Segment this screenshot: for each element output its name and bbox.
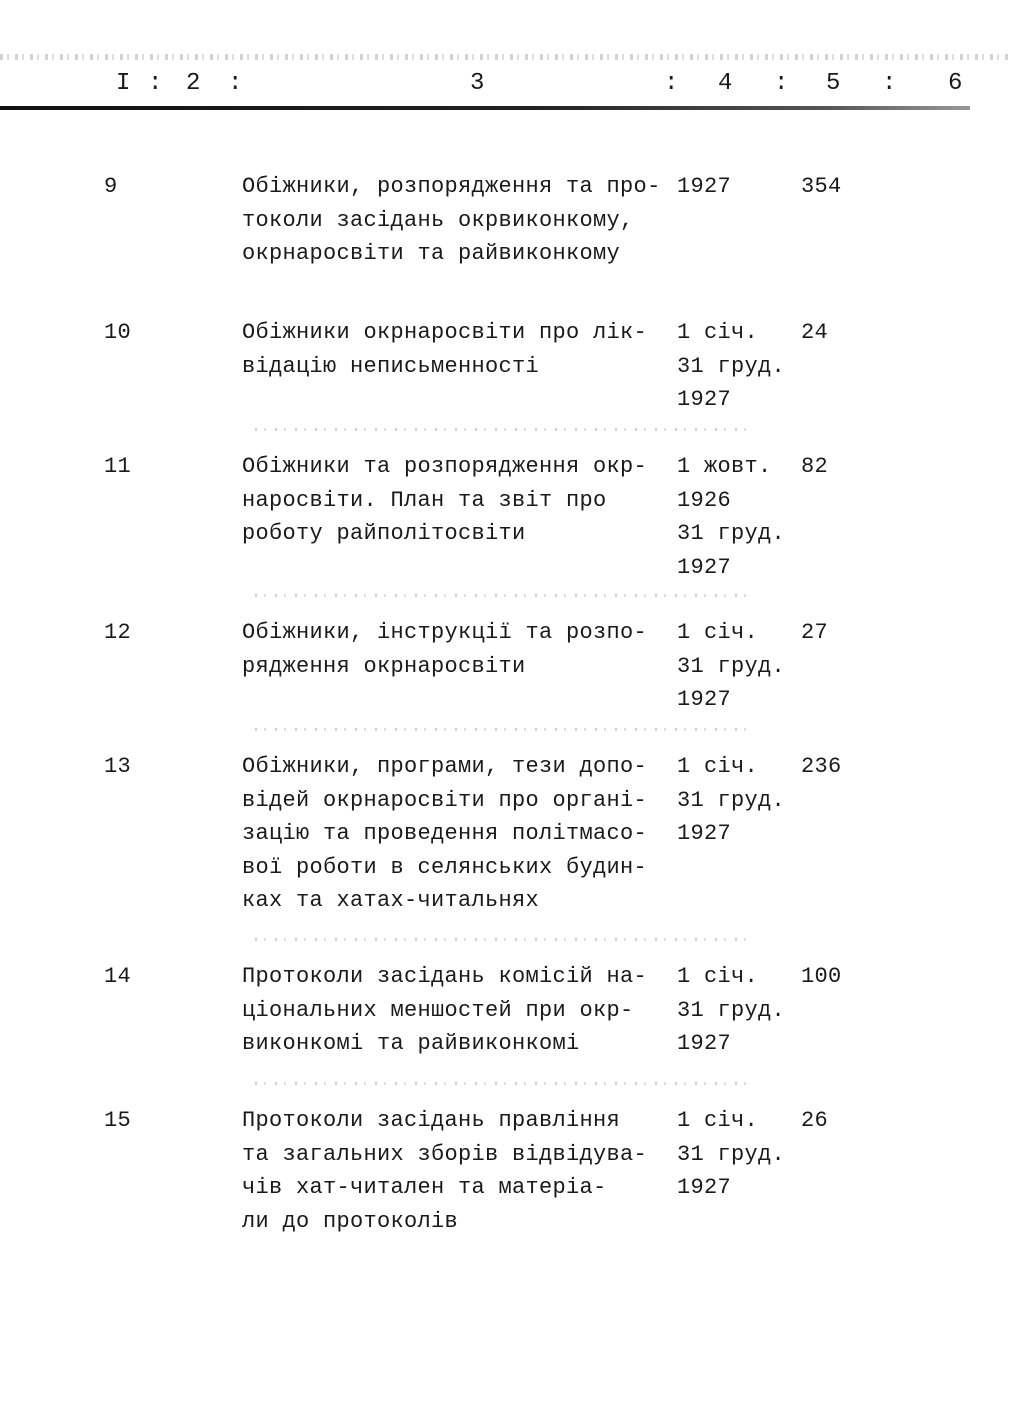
item-number: 15 (104, 1108, 132, 1133)
item-title: Обіжники, програми, тези допо- відей окрнаросвіти про органі- зацію та проведення політмасо- вої роботи в селянських будин- ках та хатах-читальнях (242, 754, 648, 913)
row-separator (255, 728, 755, 731)
header-col-2: 2 (186, 70, 201, 97)
header-col-1: I (116, 70, 131, 97)
header-sep: : (664, 70, 679, 97)
header-sep: : (774, 70, 789, 97)
item-dates: 1 січ. 31 груд. 1927 (677, 754, 786, 846)
header-divider (0, 106, 970, 110)
scan-noise-top (0, 54, 1010, 60)
header-col-5: 5 (826, 70, 841, 97)
item-dates: 1 січ. 31 груд. 1927 (677, 964, 786, 1056)
item-number: 13 (104, 754, 132, 779)
item-number: 12 (104, 620, 132, 645)
header-sep: : (228, 70, 243, 97)
item-number: 14 (104, 964, 132, 989)
item-sheet-count: 27 (801, 620, 829, 645)
item-number: 10 (104, 320, 132, 345)
item-title: Протоколи засідань комісій на- ціональних меншостей при окр- виконкомі та райвиконкомі (242, 964, 648, 1056)
row-separator (255, 1082, 755, 1085)
item-title: Протоколи засідань правління та загальних зборів відвідува- чів хат-читален та матеріа- ли до протоколів (242, 1108, 648, 1234)
item-dates: 1927 (677, 174, 732, 199)
item-sheet-count: 24 (801, 320, 829, 345)
header-col-6: 6 (948, 70, 963, 97)
item-sheet-count: 82 (801, 454, 829, 479)
item-sheet-count: 100 (801, 964, 842, 989)
header-sep: : (882, 70, 897, 97)
item-sheet-count: 236 (801, 754, 842, 779)
item-number: 9 (104, 174, 118, 199)
header-col-4: 4 (718, 70, 733, 97)
column-number-header (0, 70, 1024, 104)
item-title: Обіжники, інструкції та розпо- рядження окрнаросвіти (242, 620, 648, 679)
header-col-3: 3 (470, 70, 485, 97)
item-dates: 1 січ. 31 груд. 1927 (677, 1108, 786, 1200)
item-sheet-count: 26 (801, 1108, 829, 1133)
header-sep: : (148, 70, 163, 97)
item-dates: 1 жовт. 1926 31 груд. 1927 (677, 454, 786, 580)
row-separator (255, 428, 755, 431)
row-separator (255, 938, 755, 941)
item-sheet-count: 354 (801, 174, 842, 199)
item-title: Обіжники окрнаросвіти про лік- відацію неписьменності (242, 320, 648, 379)
item-title: Обіжники та розпорядження окр- наросвіти. План та звіт про роботу райполітосвіти (242, 454, 648, 546)
row-separator (255, 594, 755, 597)
item-dates: 1 січ. 31 груд. 1927 (677, 620, 786, 712)
item-number: 11 (104, 454, 132, 479)
item-title: Обіжники, розпорядження та про- токоли засідань окрвиконкому, окрнаросвіти та райвиконкому (242, 174, 661, 266)
item-dates: 1 січ. 31 груд. 1927 (677, 320, 786, 412)
